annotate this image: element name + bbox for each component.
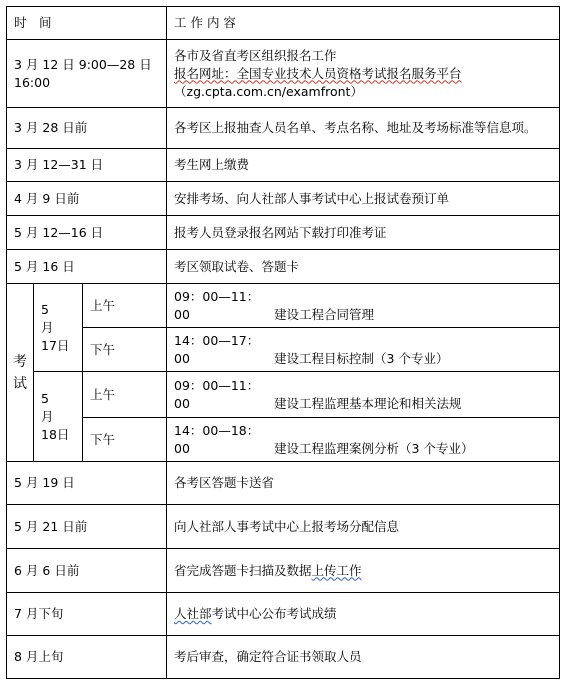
underlined-text: 人社部	[174, 606, 212, 621]
exam-session: 14：00—18：00 建设工程监理案例分析（3 个专业）	[167, 418, 560, 462]
row-content: 省完成答题卡扫描及数据上传工作	[167, 549, 560, 593]
url-label: 报名网址：全国专业技术人员资格考试报名服务平台	[174, 65, 462, 81]
table-row	[7, 108, 560, 149]
table-row	[7, 182, 560, 216]
row-time: 5 月 21 日前	[7, 505, 167, 549]
row-time: 6 月 6 日前	[7, 549, 167, 593]
table-row	[7, 549, 560, 593]
exam-row	[7, 418, 560, 462]
row-content: 人社部考试中心公布考试成绩	[167, 593, 560, 636]
exam-row	[7, 328, 560, 372]
row-content: 安排考场、向人社部人事考试中心上报试卷预订单	[167, 182, 560, 216]
exam-row	[7, 372, 560, 418]
exam-period: 下午	[83, 328, 167, 372]
row-content: 向人社部人事考试中心上报考场分配信息	[167, 505, 560, 549]
row-time: 3 月 12—31 日	[7, 149, 167, 182]
row-content: 各考区上报抽查人员名单、考点名称、地址及考场标准等信息项。	[167, 108, 560, 149]
table-row	[7, 593, 560, 636]
table-row	[7, 216, 560, 250]
row-time: 3 月 12 日 9:00—28 日 16:00	[7, 40, 167, 108]
exam-session: 09：00—11：00 建设工程合同管理	[167, 284, 560, 328]
table-row	[7, 250, 560, 284]
content-line	[174, 65, 552, 83]
row-time: 5 月 19 日	[7, 462, 167, 505]
url-text: （zg.cpta.com.cn/examfront）	[174, 83, 363, 99]
exam-session: 09：00—11：00 建设工程监理基本理论和相关法规	[167, 372, 560, 418]
header-time: 时 间	[7, 7, 167, 40]
exam-label: 考 试	[7, 284, 34, 462]
exam-schedule-table	[6, 6, 560, 679]
row-content: 考生网上缴费	[167, 149, 560, 182]
row-content: 考后审查，确定符合证书领取人员	[167, 636, 560, 679]
row-time: 3 月 28 日前	[7, 108, 167, 149]
row-time: 5 月 16 日	[7, 250, 167, 284]
exam-day: 5 月 17日	[34, 284, 83, 372]
exam-row	[7, 284, 560, 328]
underlined-text: 上传工作	[311, 562, 362, 578]
exam-period: 上午	[83, 284, 167, 328]
exam-period: 下午	[83, 418, 167, 462]
table-row	[7, 149, 560, 182]
row-content: 各考区答题卡送省	[167, 462, 560, 505]
table-row	[7, 462, 560, 505]
table-row	[7, 636, 560, 679]
row-time: 5 月 12—16 日	[7, 216, 167, 250]
content-line: 各市及省直考区组织报名工作	[174, 47, 337, 63]
exam-session: 14：00—17：00 建设工程目标控制（3 个专业）	[167, 328, 560, 372]
row-time: 4 月 9 日前	[7, 182, 167, 216]
table-row	[7, 505, 560, 549]
header-row	[7, 7, 560, 40]
row-time: 8 月上旬	[7, 636, 167, 679]
row-content: 报考人员登录报名网站下载打印准考证	[167, 216, 560, 250]
exam-period: 上午	[83, 372, 167, 418]
row-time: 7 月下旬	[7, 593, 167, 636]
exam-day: 5 月 18日	[34, 372, 83, 462]
table-row	[7, 40, 560, 108]
header-content: 工 作 内 容	[167, 7, 560, 40]
row-content	[167, 40, 560, 108]
row-content: 考区领取试卷、答题卡	[167, 250, 560, 284]
